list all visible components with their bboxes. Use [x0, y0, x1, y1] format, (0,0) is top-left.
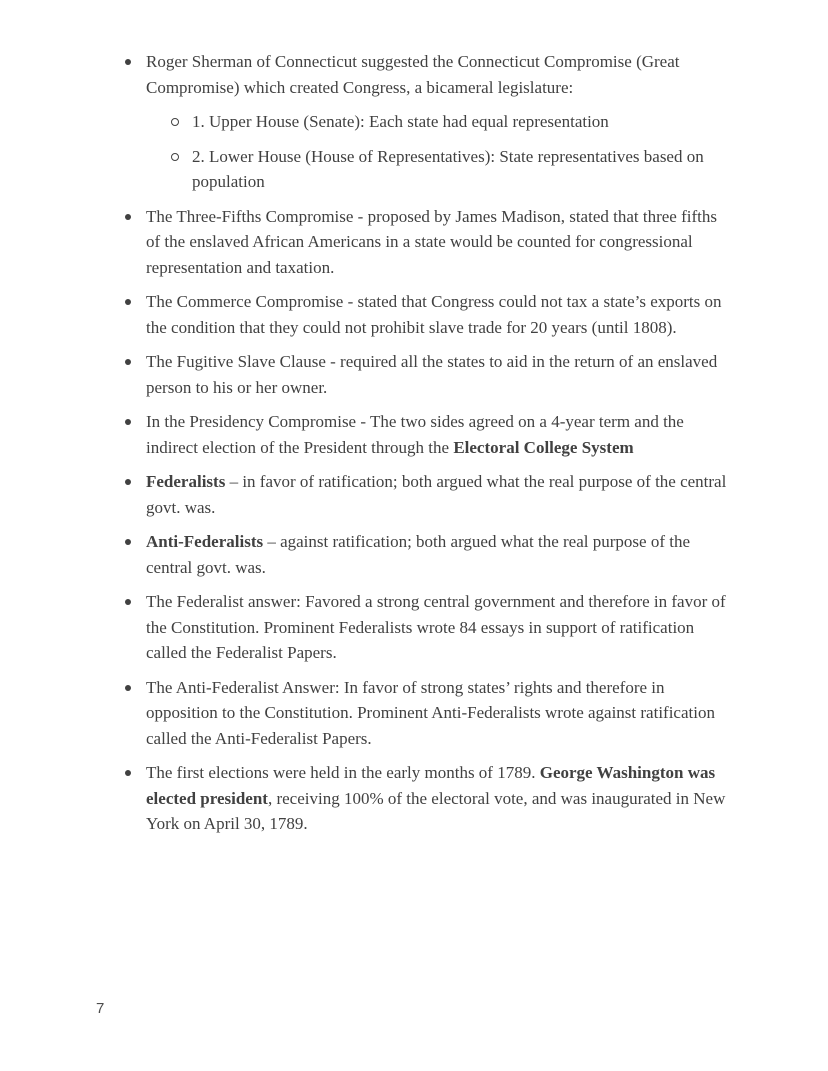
bullet-text: The Commerce Compromise - stated that Congress could not tax a state’s exports on the condition that they could not prohibit slave trade for 20 years (until 1808). — [146, 292, 722, 337]
bullet-text: The first elections were held in the early months of 1789. — [146, 763, 540, 782]
bullet-text: 2. Lower House (House of Representatives): State representatives based on population — [192, 146, 704, 191]
bullet-text: The Federalist answer: Favored a strong central government and therefore in favor of the Constitution. Prominent Federalists wrote 84 essays in support of ratification called the Federalist Papers. — [146, 592, 726, 662]
bullet-text: , receiving 100% of the electoral vote, and was inaugurated in New York on April 30, 1789. — [146, 788, 726, 833]
bullet-dot-icon — [125, 770, 131, 776]
bullet-item — [123, 589, 731, 666]
bullet-text: George Washington was elected president — [146, 763, 716, 808]
bullet-item — [123, 760, 731, 837]
bullet-text: The Three-Fifths Compromise - proposed by James Madison, stated that three fifths of the enslaved African Americans in a state would be counted for congressional representation and taxation. — [146, 206, 717, 277]
bullet-circle-icon — [171, 153, 179, 161]
bullet-text: – against ratification; both argued what the real purpose of the central govt. was. — [146, 532, 691, 577]
bullet-dot-icon — [125, 214, 131, 220]
bullet-dot-icon — [125, 685, 131, 691]
bullet-text: The Anti-Federalist Answer: In favor of strong states’ rights and therefore in opposition to the Constitution. Prominent Anti-Federalists wrote against ratification called the Anti-Federalist Papers. — [146, 677, 715, 748]
bullet-text: Electoral College System — [453, 437, 634, 457]
bullet-item — [123, 204, 731, 281]
bullet-item — [123, 349, 731, 400]
bullet-dot-icon — [125, 599, 131, 605]
bullet-text: Federalists — [146, 472, 226, 491]
sub-bullet-item — [169, 109, 731, 135]
bullet-dot-icon — [125, 359, 131, 365]
bullet-item — [123, 529, 731, 580]
bullet-item — [123, 289, 731, 340]
bullet-text: Roger Sherman of Connecticut suggested the Connecticut Compromise (Great Compromise) which created Congress, a bicameral legislature: — [146, 52, 680, 97]
bullet-list — [123, 49, 731, 846]
bullet-text: 1. Upper House (Senate): Each state had equal representation — [192, 112, 609, 131]
bullet-dot-icon — [125, 59, 131, 65]
bullet-dot-icon — [125, 539, 131, 545]
bullet-dot-icon — [125, 419, 131, 425]
bullet-item — [123, 675, 731, 752]
bullet-text: The Fugitive Slave Clause - required all the states to aid in the return of an enslaved person to his or her owner. — [146, 352, 718, 397]
bullet-dot-icon — [125, 299, 131, 305]
sub-bullet-item — [169, 144, 731, 195]
bullet-text: In the Presidency Compromise - The two sides agreed on a 4-year term and the indirect election of the President through the — [146, 412, 684, 457]
page-number: 7 — [96, 1000, 105, 1017]
bullet-item — [123, 409, 731, 460]
bullet-circle-icon — [171, 118, 179, 126]
bullet-text: Anti-Federalists — [146, 532, 264, 551]
bullet-item — [123, 49, 731, 100]
bullet-text: – in favor of ratification; both argued what the real purpose of the central govt. was. — [146, 472, 727, 517]
bullet-item — [123, 469, 731, 520]
bullet-dot-icon — [125, 479, 131, 485]
